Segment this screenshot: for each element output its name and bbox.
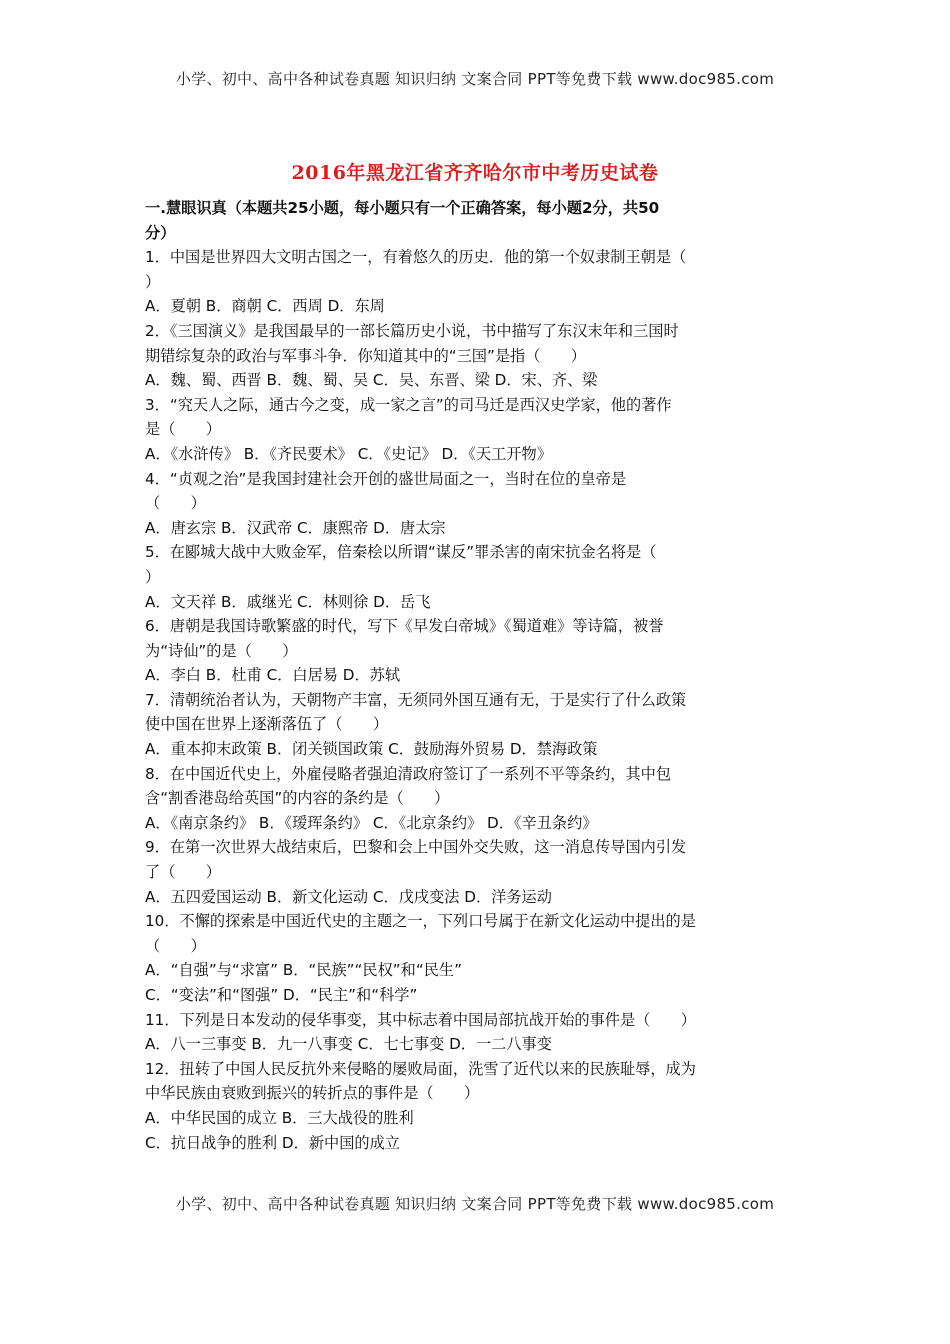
text-line: 10．不懈的探索是中国近代史的主题之一，下列口号属于在新文化运动中提出的是 [145, 912, 696, 931]
page-header: 小学、初中、高中各种试卷真题 知识归纳 文案合同 PPT等免费下载 www.doc985.com [175, 70, 775, 88]
text-line: C．抗日战争的胜利 D．新中国的成立 [145, 1133, 400, 1152]
page-footer: 小学、初中、高中各种试卷真题 知识归纳 文案合同 PPT等免费下载 www.doc985.com [175, 1195, 775, 1213]
text-line: ） [145, 567, 161, 586]
text-line: 是（ ） [145, 420, 221, 439]
text-line: （ ） [145, 494, 206, 513]
text-line: A．《水浒传》 B．《齐民要术》 C．《史记》 D．《天工开物》 [145, 444, 552, 463]
text-line: 含“割香港岛给英国”的内容的条约是（ ） [145, 789, 450, 808]
text-line: 12．扭转了中国人民反抗外来侵略的屡败局面，洗雪了近代以来的民族耻辱，成为 [145, 1059, 696, 1078]
text-line: A．魏、蜀、西晋 B．魏、蜀、吴 C．吴、东晋、梁 D．宋、齐、梁 [145, 371, 598, 390]
text-line: 8．在中国近代史上，外雇侵略者强迫清政府签订了一系列不平等条约，其中包 [145, 764, 672, 783]
text-line: 7．清朝统治者认为，天朝物产丰富，无须同外国互通有无，于是实行了什么政策 [145, 690, 687, 709]
text-line: A．李白 B．杜甫 C．白居易 D．苏轼 [145, 666, 401, 685]
text-line: 6．唐朝是我国诗歌繁盛的时代，写下《早发白帝城》《蜀道难》等诗篇，被誉 [145, 617, 664, 636]
text-line: 了（ ） [145, 863, 221, 882]
text-line: C．“变法”和“图强” D．“民主”和“科学” [145, 986, 418, 1004]
section-heading: 一.慧眼识真（本题共25小题，每小题只有一个正确答案，每小题2分，共50 [145, 199, 660, 217]
text-line: A．唐玄宗 B．汉武帝 C．康熙帝 D．唐太宗 [145, 518, 446, 537]
text-line: A．中华民国的成立 B．三大战役的胜利 [145, 1108, 414, 1127]
text-line: 使中国在世界上逐渐落伍了（ ） [145, 715, 388, 734]
text-line: A．八一三事变 B．九一八事变 C．七七事变 D．一二八事变 [145, 1035, 552, 1054]
section-heading: 分） [145, 223, 176, 242]
text-line: 1．中国是世界四大文明古国之一，有着悠久的历史．他的第一个奴隶制王朝是（ [145, 248, 687, 267]
text-line: A．文天祥 B．戚继光 C．林则徐 D．岳飞 [145, 592, 431, 611]
page-title: 2016年黑龙江省齐齐哈尔市中考历史试卷 [291, 162, 659, 184]
text-line: 11．下列是日本发动的侵华事变，其中标志着中国局部抗战开始的事件是（ ） [145, 1010, 696, 1029]
exam-content [145, 196, 810, 1155]
text-line: A．“自强”与“求富” B．“民族”“民权”和“民生” [145, 961, 462, 980]
text-line: A．五四爱国运动 B．新文化运动 C．戊戌变法 D．洋务运动 [145, 887, 552, 906]
text-line: A．夏朝 B．商朝 C．西周 D．东周 [145, 297, 385, 316]
text-line: 2．《三国演义》是我国最早的一部长篇历史小说，书中描写了东汉末年和三国时 [145, 321, 679, 340]
text-line: 9．在第一次世界大战结束后，巴黎和会上中国外交失败，这一消息传导国内引发 [145, 838, 687, 857]
text-line: A．重本抑末政策 B．闭关锁国政策 C．鼓励海外贸易 D．禁海政策 [145, 740, 598, 759]
text-line: ） [145, 272, 161, 291]
text-line: （ ） [145, 936, 206, 955]
question-list [145, 245, 810, 1155]
text-line: 5．在郾城大战中大败金军，倍秦桧以所谓“谋反”罪杀害的南宋抗金名将是（ [145, 543, 657, 562]
text-line: 中华民族由衰败到振兴的转折点的事件是（ ） [145, 1084, 480, 1103]
text-line: 3．“究天人之际，通古今之变，成一家之言”的司马迁是西汉史学家，他的著作 [145, 395, 672, 414]
text-line: A．《南京条约》 B．《瑷珲条约》 C．《北京条约》 D．《辛丑条约》 [145, 813, 598, 832]
text-line: 为“诗仙”的是（ ） [145, 641, 298, 660]
text-line: 期错综复杂的政治与军事斗争．你知道其中的“三国”是指（ ） [145, 346, 586, 365]
text-line: 4．“贞观之治”是我国封建社会开创的盛世局面之一，当时在位的皇帝是 [145, 469, 627, 488]
